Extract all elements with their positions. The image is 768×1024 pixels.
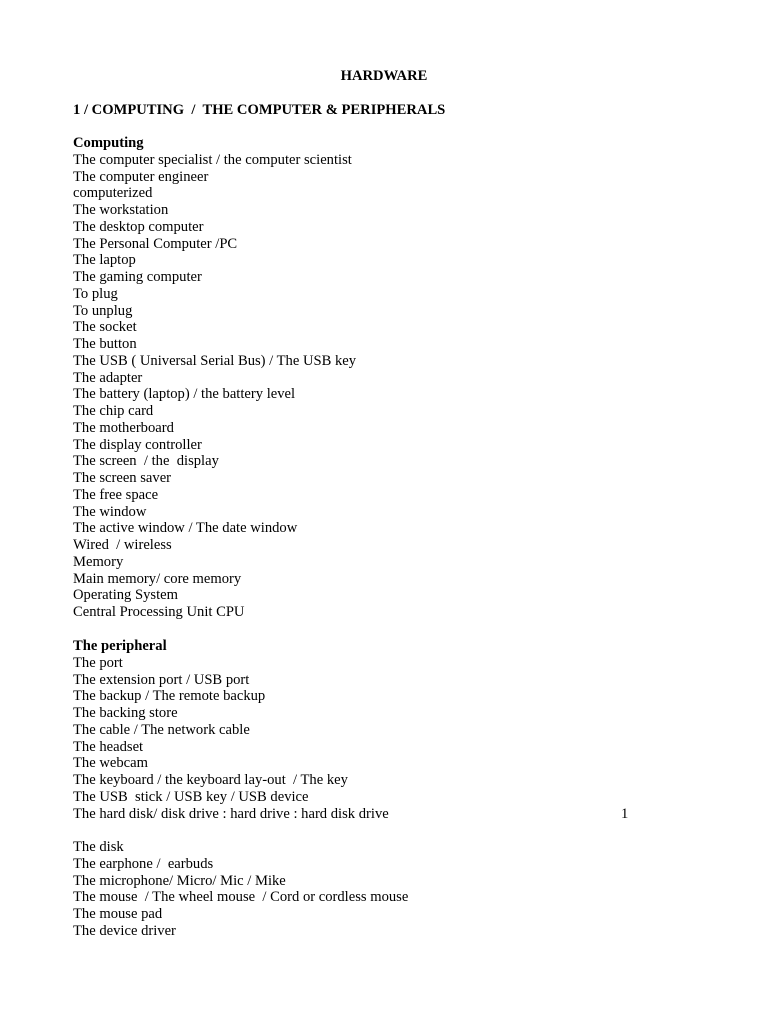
- term-item: The button: [73, 336, 137, 352]
- term-item: Operating System: [73, 587, 178, 604]
- term-item: The port: [73, 654, 123, 671]
- chapter-heading: 1 / COMPUTING / THE COMPUTER & PERIPHERALS: [73, 102, 446, 118]
- term-item: Central Processing Unit CPU: [73, 604, 245, 620]
- term-item: The gaming computer: [73, 269, 202, 285]
- term-item: The backing store: [73, 705, 178, 721]
- term-item: The backup / The remote backup: [73, 688, 266, 705]
- term-item: The laptop: [73, 252, 136, 269]
- term-item: The computer specialist / the computer scientist: [73, 151, 352, 168]
- peripheral-term-list: [73, 655, 408, 940]
- peripheral-section-title: The peripheral: [73, 638, 167, 654]
- document-title: HARDWARE: [340, 68, 428, 84]
- term-item: The desktop computer: [73, 218, 204, 235]
- term-item: Memory: [73, 553, 124, 570]
- term-item: Main memory/ core memory: [73, 570, 242, 587]
- term-item: computerized: [73, 185, 153, 202]
- term-item: The motherboard: [73, 419, 174, 436]
- term-item: The device driver: [73, 922, 176, 939]
- term-item: The USB stick / USB key / USB device: [73, 788, 309, 805]
- term-item: The chip card: [73, 403, 154, 419]
- computing-term-list: [73, 152, 356, 621]
- term-item: The workstation: [73, 202, 169, 218]
- term-item: The earphone / earbuds: [73, 855, 214, 872]
- term-item: The webcam: [73, 755, 148, 772]
- term-item: The socket: [73, 319, 137, 336]
- term-item: The hard disk/ disk drive : hard drive : hard disk drive: [73, 805, 389, 822]
- term-item: The keyboard / the keyboard lay-out / The key: [73, 772, 348, 788]
- term-item: To plug: [73, 285, 118, 302]
- term-item: The window: [73, 503, 147, 520]
- term-item: The mouse / The wheel mouse / Cord or cordless mouse: [73, 889, 409, 906]
- term-item: The extension port / USB port: [73, 671, 250, 688]
- term-item: The display controller: [73, 436, 202, 453]
- term-item: The headset: [73, 738, 144, 755]
- term-item: The screen saver: [73, 470, 172, 486]
- term-item: Wired / wireless: [73, 537, 172, 553]
- term-item: The cable / The network cable: [73, 721, 250, 738]
- term-item: The active window / The date window: [73, 520, 298, 537]
- term-item: The computer engineer: [73, 168, 209, 185]
- term-item: The disk: [73, 839, 124, 855]
- term-item: The battery (laptop) / the battery level: [73, 386, 296, 403]
- peripheral-section: [73, 638, 408, 940]
- term-item: To unplug: [73, 302, 133, 319]
- term-item: The mouse pad: [73, 906, 163, 922]
- term-item: The screen / the display: [73, 453, 219, 470]
- term-item: The microphone/ Micro/ Mic / Mike: [73, 872, 286, 889]
- term-item: The USB ( Universal Serial Bus) / The USB key: [73, 352, 357, 369]
- computing-section-title: Computing: [73, 135, 144, 151]
- term-item: The adapter: [73, 369, 143, 386]
- computing-section: [73, 135, 356, 621]
- term-item: The free space: [73, 486, 159, 503]
- term-item: The Personal Computer /PC: [73, 235, 238, 252]
- page-break-gap: [73, 822, 408, 839]
- page-number: 1: [621, 806, 629, 822]
